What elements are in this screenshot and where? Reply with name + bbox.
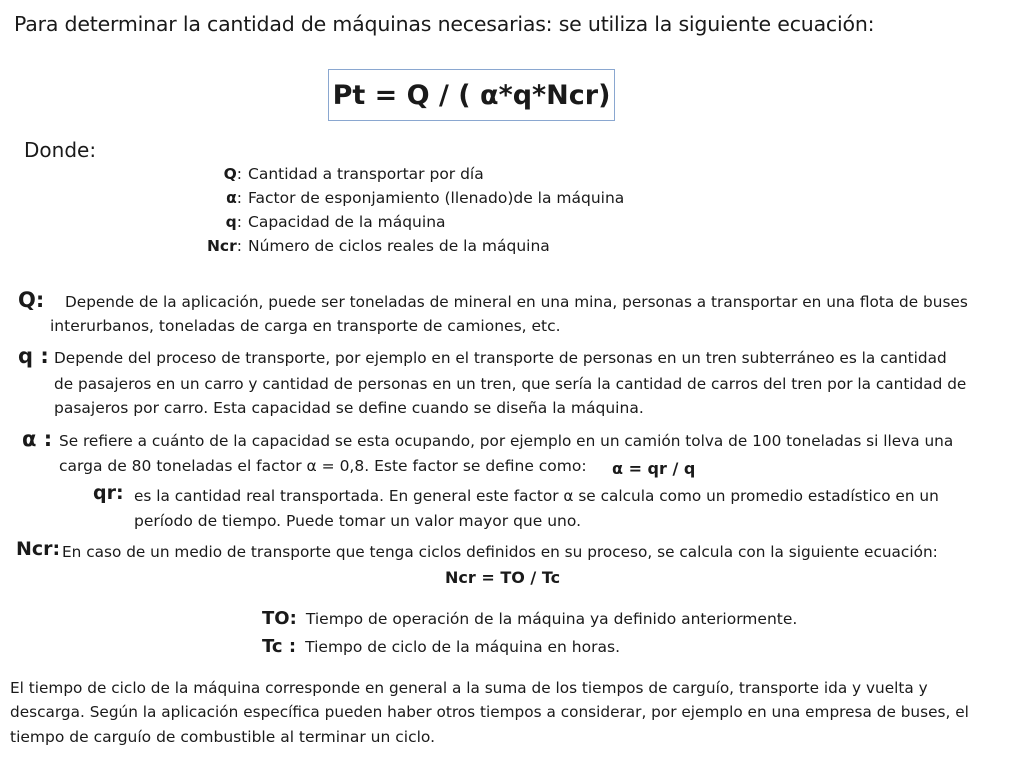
definition-item: Q: Cantidad a transportar por día	[223, 165, 484, 183]
q-upper-line-1: Depende de la aplicación, puede ser toneladas de mineral en una mina, personas a transportar en una flota de buses	[65, 293, 968, 311]
page-title: Para determinar la cantidad de máquinas necesarias: se utiliza la siguiente ecuación:	[14, 12, 875, 36]
ncr-label: Ncr:	[16, 538, 61, 560]
main-formula: Pt = Q / ( α*q*Ncr)	[332, 79, 611, 111]
footer-line-1: El tiempo de ciclo de la máquina corresponde en general a la suma de los tiempos de carguío, transporte ida y vuelta y	[10, 679, 928, 697]
q-upper-label: Q:	[18, 288, 45, 312]
ncr-formula: Ncr = TO / Tc	[445, 568, 561, 587]
definition-text: Número de ciclos reales de la máquina	[248, 237, 550, 255]
alpha-label: α :	[22, 427, 53, 451]
tc-text: Tiempo de ciclo de la máquina en horas.	[305, 638, 620, 656]
q-lower-line-1: Depende del proceso de transporte, por ejemplo en el transporte de personas en un tren subterráneo es la cantidad	[54, 349, 947, 367]
qr-label: qr:	[93, 482, 124, 504]
q-lower-line-2: de pasajeros en un carro y cantidad de personas en un tren, que sería la cantidad de carros del tren por la cantidad de	[54, 375, 967, 393]
to-label: TO:	[262, 608, 297, 629]
definition-text: Capacidad de la máquina	[248, 213, 446, 231]
tc-label: Tc :	[262, 636, 297, 657]
definition-symbol: α	[226, 189, 237, 207]
qr-line-1: es la cantidad real transportada. En general este factor α se calcula como un promedio estadístico en un	[134, 487, 939, 505]
alpha-line-1: Se refiere a cuánto de la capacidad se esta ocupando, por ejemplo en un camión tolva de 100 toneladas si lleva una	[59, 432, 954, 450]
definition-text: Cantidad a transportar por día	[248, 165, 484, 183]
main-formula-box	[328, 69, 615, 121]
definition-symbol: Q	[223, 165, 237, 183]
to-text: Tiempo de operación de la máquina ya definido anteriormente.	[305, 610, 798, 628]
definition-symbol: q	[225, 213, 237, 231]
definition-item: Ncr: Número de ciclos reales de la máquina	[206, 237, 550, 255]
to-definition	[262, 607, 797, 631]
definition-item: q: Capacidad de la máquina	[225, 213, 446, 231]
alpha-line-2: carga de 80 toneladas el factor α = 0,8. Este factor se define como:	[59, 457, 587, 475]
definition-item: α: Factor de esponjamiento (llenado)de la máquina	[226, 189, 625, 207]
ncr-line-1: En caso de un medio de transporte que tenga ciclos definidos en su proceso, se calcula con la siguiente ecuación:	[62, 543, 938, 561]
tc-definition	[262, 635, 620, 659]
qr-line-2: período de tiempo. Puede tomar un valor mayor que uno.	[134, 512, 582, 530]
q-lower-line-3: pasajeros por carro. Esta capacidad se define cuando se diseña la máquina.	[54, 399, 644, 417]
donde-label: Donde:	[24, 138, 97, 162]
q-lower-label: q :	[18, 344, 49, 368]
footer-line-3: tiempo de carguío de combustible al terminar un ciclo.	[10, 728, 436, 746]
definition-symbol: Ncr	[206, 237, 237, 255]
alpha-formula: α = qr / q	[612, 459, 696, 478]
definition-text: Factor de esponjamiento (llenado)de la máquina	[248, 189, 625, 207]
q-upper-line-2: interurbanos, toneladas de carga en transporte de camiones, etc.	[50, 317, 561, 335]
footer-line-2: descarga. Según la aplicación específica pueden haber otros tiempos a considerar, por ejemplo en una empresa de buses, el	[10, 703, 969, 721]
